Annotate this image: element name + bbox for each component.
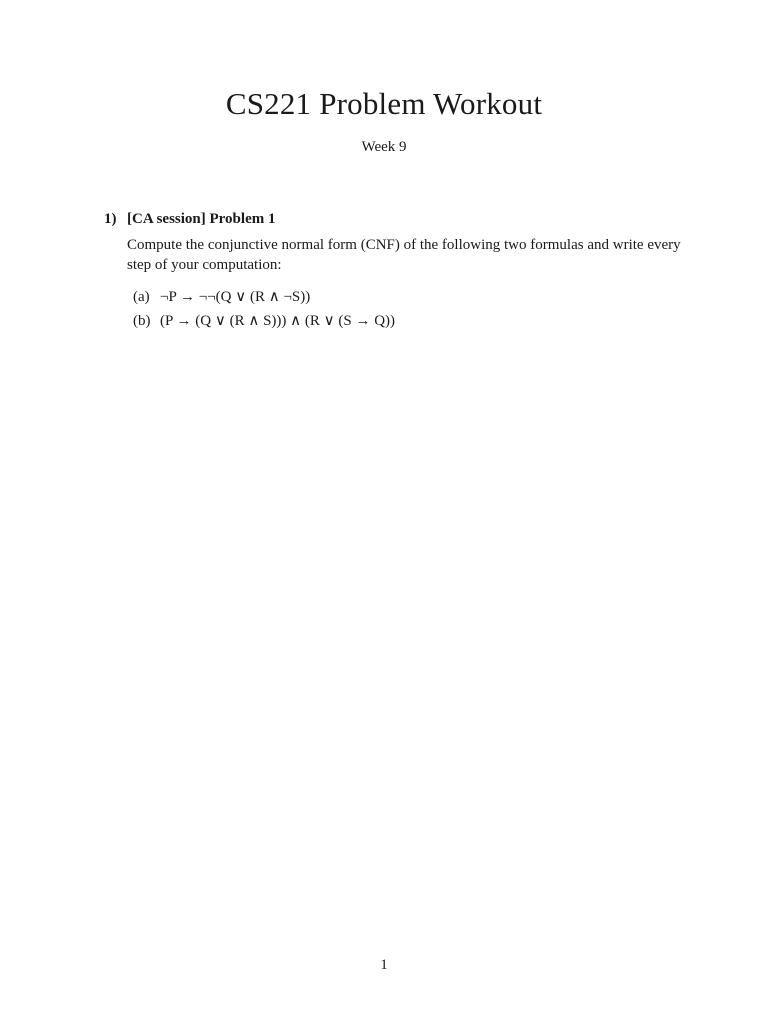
problem-part-a bbox=[133, 285, 704, 309]
part-label: (b) bbox=[133, 313, 151, 329]
problem-parts bbox=[133, 285, 704, 333]
problem-heading bbox=[104, 209, 704, 229]
page-number: 1 bbox=[380, 957, 388, 973]
document-subtitle: Week 9 bbox=[361, 139, 407, 155]
problem-description: Compute the conjunctive normal form (CNF) of the following two formulas and write every step of your computation: bbox=[127, 237, 681, 273]
problem-1 bbox=[104, 209, 704, 333]
part-formula: (P → (Q ∨ (R ∧ S))) ∧ (R ∨ (S → Q)) bbox=[160, 313, 396, 329]
problem-number: 1) bbox=[104, 211, 117, 227]
part-label: (a) bbox=[133, 289, 150, 305]
document-title: CS221 Problem Workout bbox=[225, 86, 543, 121]
part-formula: ¬P → ¬¬(Q ∨ (R ∧ ¬S)) bbox=[160, 289, 311, 305]
problem-title: [CA session] Problem 1 bbox=[127, 211, 276, 227]
problem-part-b bbox=[133, 309, 704, 333]
